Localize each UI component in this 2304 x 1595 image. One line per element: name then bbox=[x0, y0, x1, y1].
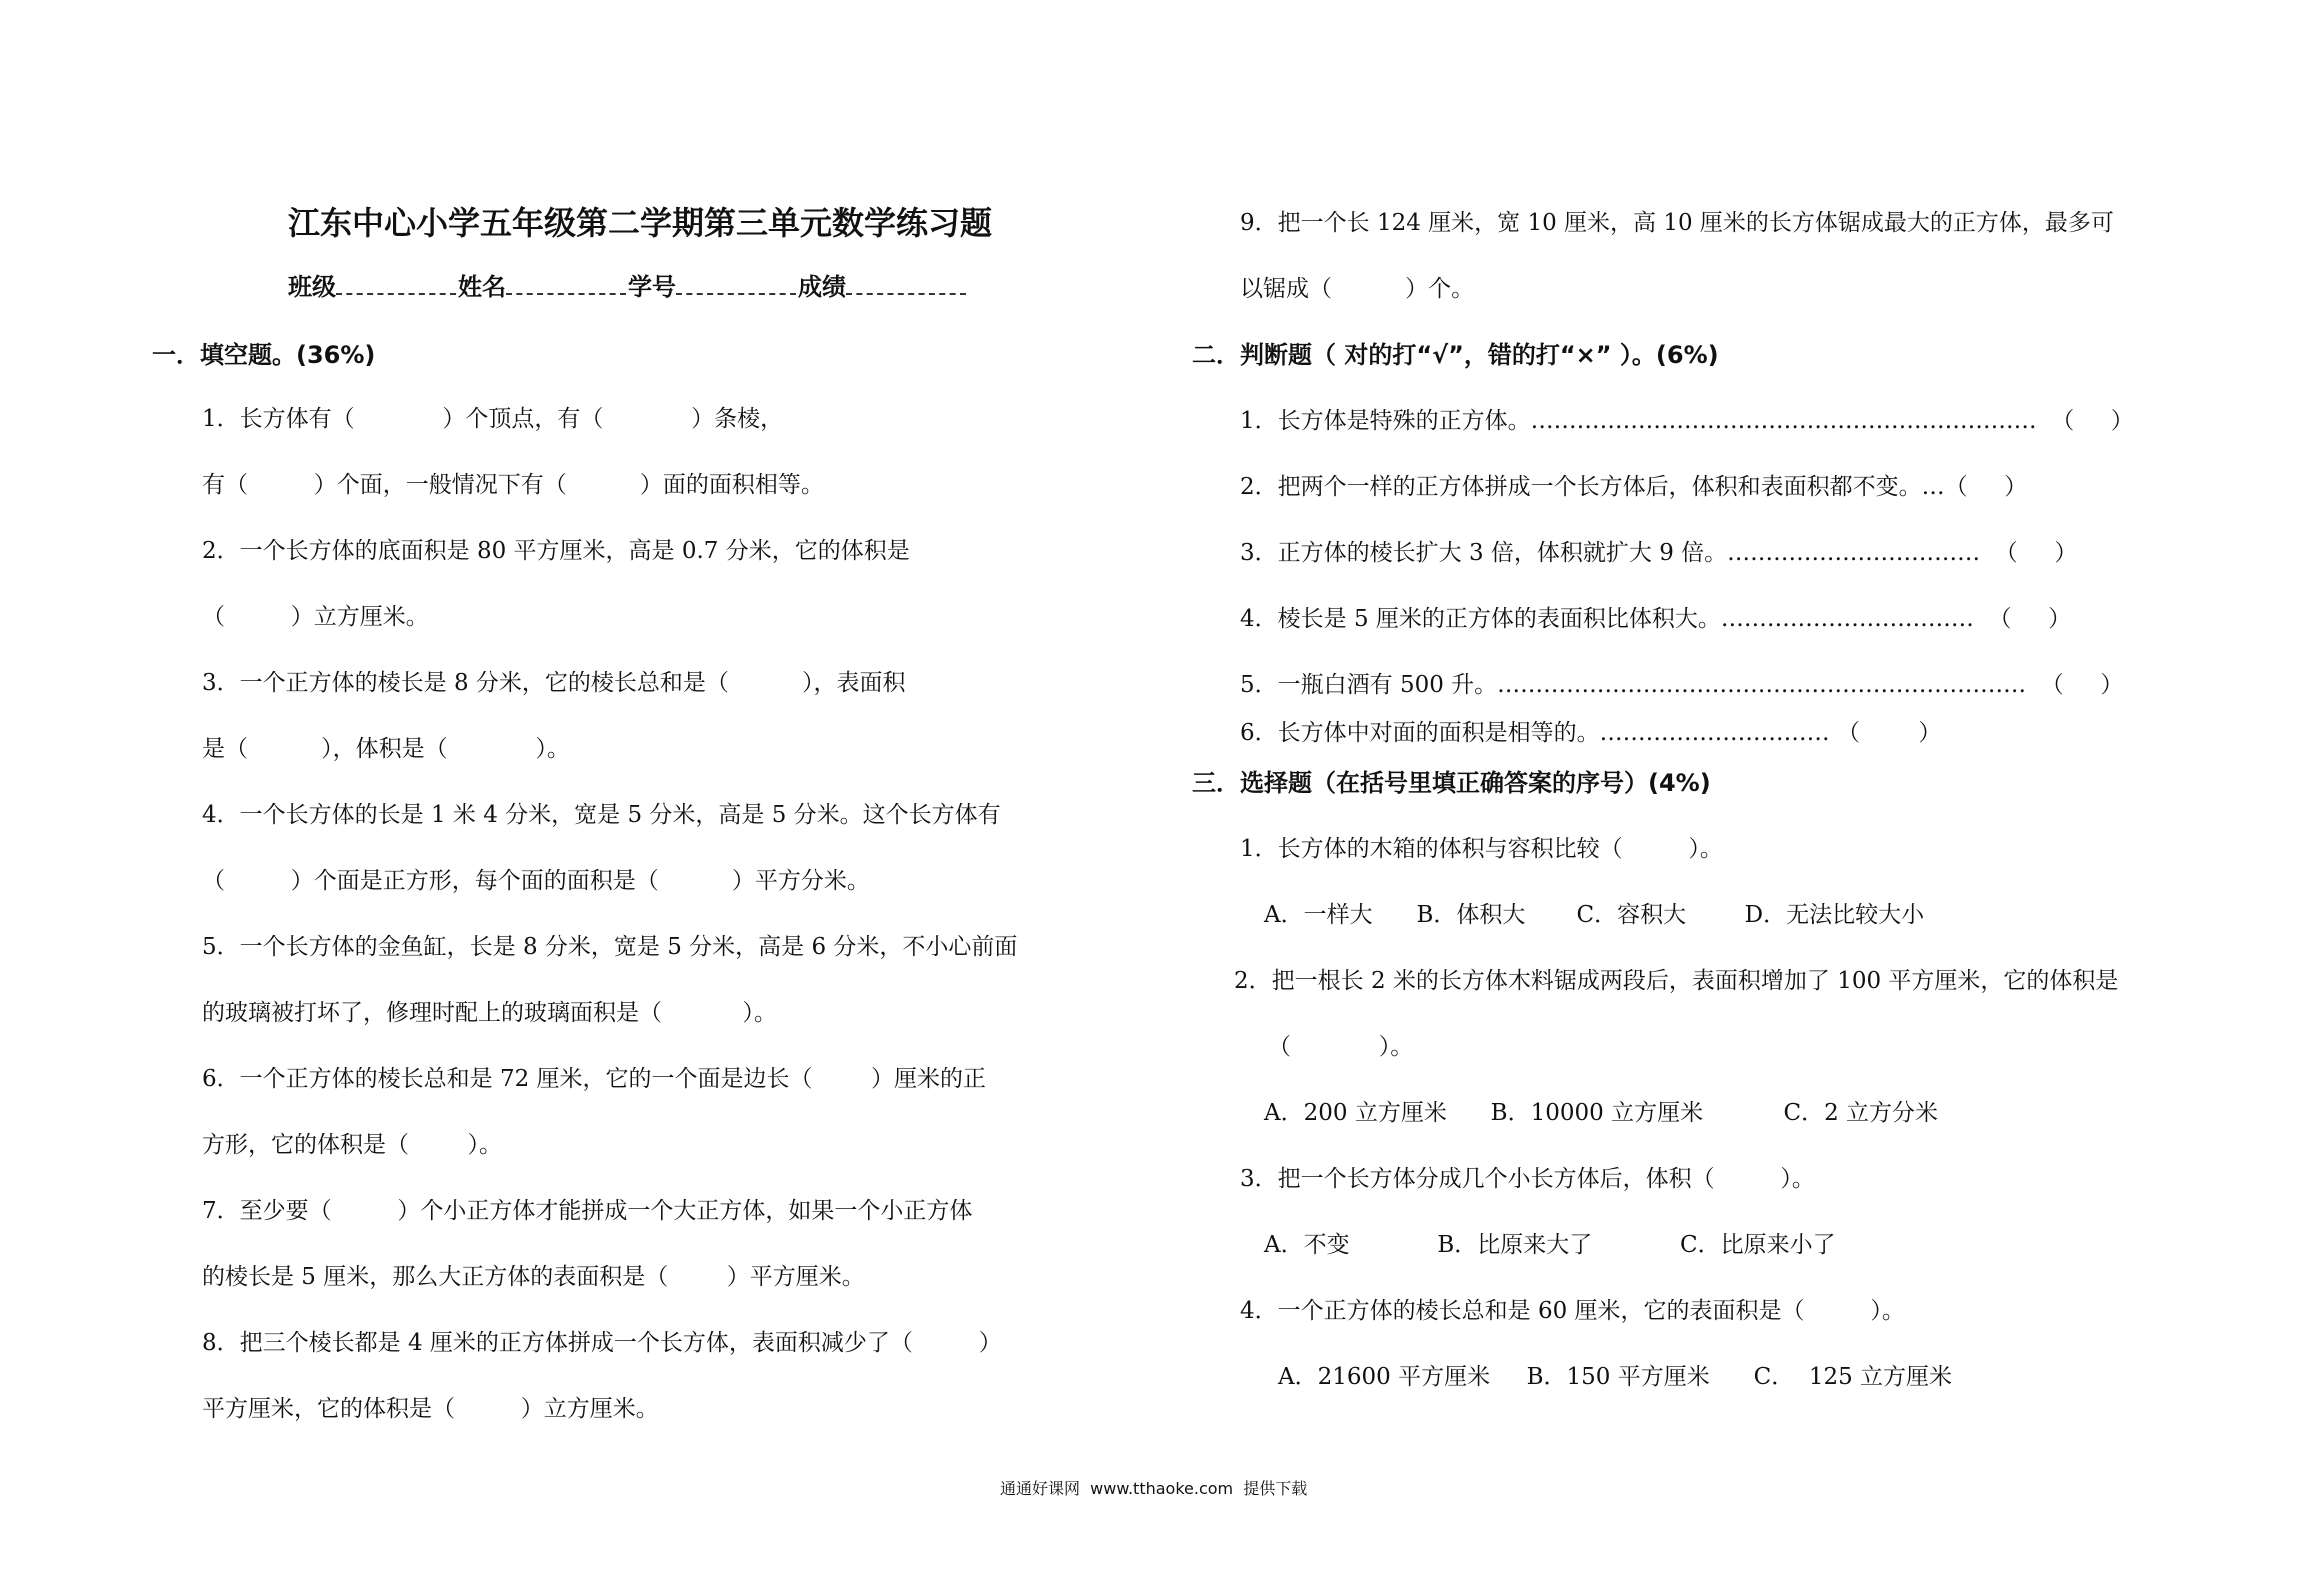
choice-question: 1．长方体的木箱的体积与容积比较（ ）。 bbox=[1240, 836, 1723, 862]
choice-options: A．不变 B．比原来大了 C．比原来小了 bbox=[1264, 1232, 1836, 1258]
name-blank[interactable] bbox=[506, 271, 626, 295]
student-info-row bbox=[288, 270, 968, 304]
fill-question-line: 7．至少要（ ）个小正方体才能拼成一个大正方体，如果一个小正方体 bbox=[202, 1198, 973, 1224]
judge-item: 4．棱长是 5 厘米的正方体的表面积比体积大。…………………………… （ ） bbox=[1240, 606, 2072, 632]
fill-question-line: 以锯成（ ）个。 bbox=[1240, 276, 1475, 302]
judge-item: 2．把两个一样的正方体拼成一个长方体后，体积和表面积都不变。…（ ） bbox=[1240, 474, 2028, 500]
judge-item: 1．长方体是特殊的正方体。………………………………………………………… （ ） bbox=[1240, 408, 2134, 434]
choice-options: A．200 立方厘米 B．10000 立方厘米 C．2 立方分米 bbox=[1264, 1100, 1939, 1126]
section3-heading: 三．选择题（在括号里填正确答案的序号）(4%) bbox=[1192, 769, 1711, 797]
section1-heading: 一．填空题。(36%) bbox=[152, 341, 376, 369]
choice-options: A．一样大 B．体积大 C．容积大 D．无法比较大小 bbox=[1264, 902, 1925, 928]
fill-question-line: （ ）个面是正方形，每个面的面积是（ ）平方分米。 bbox=[202, 868, 870, 894]
judge-item: 5．一瓶白酒有 500 升。…………………………………………………………… （ ） bbox=[1240, 672, 2124, 698]
fill-question-line: 5．一个长方体的金鱼缸，长是 8 分米，宽是 5 分米，高是 6 分米，不小心前面 bbox=[202, 934, 1018, 960]
fill-question-line: 平方厘米，它的体积是（ ）立方厘米。 bbox=[202, 1396, 659, 1422]
fill-question-line: 2．一个长方体的底面积是 80 平方厘米，高是 0.7 分米，它的体积是 bbox=[202, 538, 910, 564]
score-blank[interactable] bbox=[846, 271, 966, 295]
fill-question-line: 8．把三个棱长都是 4 厘米的正方体拼成一个长方体，表面积减少了（ ） bbox=[202, 1330, 1002, 1356]
section2-heading: 二．判断题（ 对的打“√”，错的打“×” ）。(6%) bbox=[1192, 341, 1719, 369]
choice-question: （ ）。 bbox=[1268, 1034, 1414, 1060]
choice-question: 4．一个正方体的棱长总和是 60 厘米，它的表面积是（ ）。 bbox=[1240, 1298, 1905, 1324]
choice-question: 3．把一个长方体分成几个小长方体后，体积（ ）。 bbox=[1240, 1166, 1815, 1192]
judge-item: 3．正方体的棱长扩大 3 倍，体积就扩大 9 倍。…………………………… （ ） bbox=[1240, 540, 2078, 566]
fill-question-line: 9．把一个长 124 厘米，宽 10 厘米，高 10 厘米的长方体锯成最大的正方体，最多可 bbox=[1240, 210, 2114, 236]
fill-question-line: 方形，它的体积是（ ）。 bbox=[202, 1132, 502, 1158]
class-label: 班级 bbox=[288, 272, 336, 301]
fill-question-line: 6．一个正方体的棱长总和是 72 厘米，它的一个面是边长（ ）厘米的正 bbox=[202, 1066, 987, 1092]
score-label: 成绩 bbox=[798, 272, 846, 301]
fill-question-line: 有（ ）个面，一般情况下有（ ）面的面积相等。 bbox=[202, 472, 824, 498]
fill-question-line: （ ）立方厘米。 bbox=[202, 604, 429, 630]
fill-question-line: 是（ ），体积是（ ）。 bbox=[202, 736, 570, 762]
fill-question-line: 的玻璃被打坏了，修理时配上的玻璃面积是（ ）。 bbox=[202, 1000, 777, 1026]
judge-item: 6．长方体中对面的面积是相等的。………………………… （ ） bbox=[1240, 720, 1942, 746]
page-title: 江东中心小学五年级第二学期第三单元数学练习题 bbox=[288, 204, 993, 242]
name-label: 姓名 bbox=[458, 272, 506, 301]
footer-credit: 通通好课网 www.tthaoke.com 提供下载 bbox=[1000, 1479, 1308, 1498]
fill-question-line: 4．一个长方体的长是 1 米 4 分米，宽是 5 分米，高是 5 分米。这个长方体有 bbox=[202, 802, 1001, 828]
fill-question-line: 1．长方体有（ ）个顶点，有（ ）条棱， bbox=[202, 406, 784, 432]
fill-question-line: 3．一个正方体的棱长是 8 分米，它的棱长总和是（ ），表面积 bbox=[202, 670, 906, 696]
class-blank[interactable] bbox=[336, 271, 456, 295]
choice-question: 2．把一根长 2 米的长方体木料锯成两段后，表面积增加了 100 平方厘米，它的体积是 bbox=[1234, 968, 2119, 994]
id-label: 学号 bbox=[628, 272, 676, 301]
choice-options: A．21600 平方厘米 B．150 平方厘米 C． 125 立方厘米 bbox=[1278, 1364, 1953, 1390]
fill-question-line: 的棱长是 5 厘米，那么大正方体的表面积是（ ）平方厘米。 bbox=[202, 1264, 865, 1290]
id-blank[interactable] bbox=[676, 271, 796, 295]
